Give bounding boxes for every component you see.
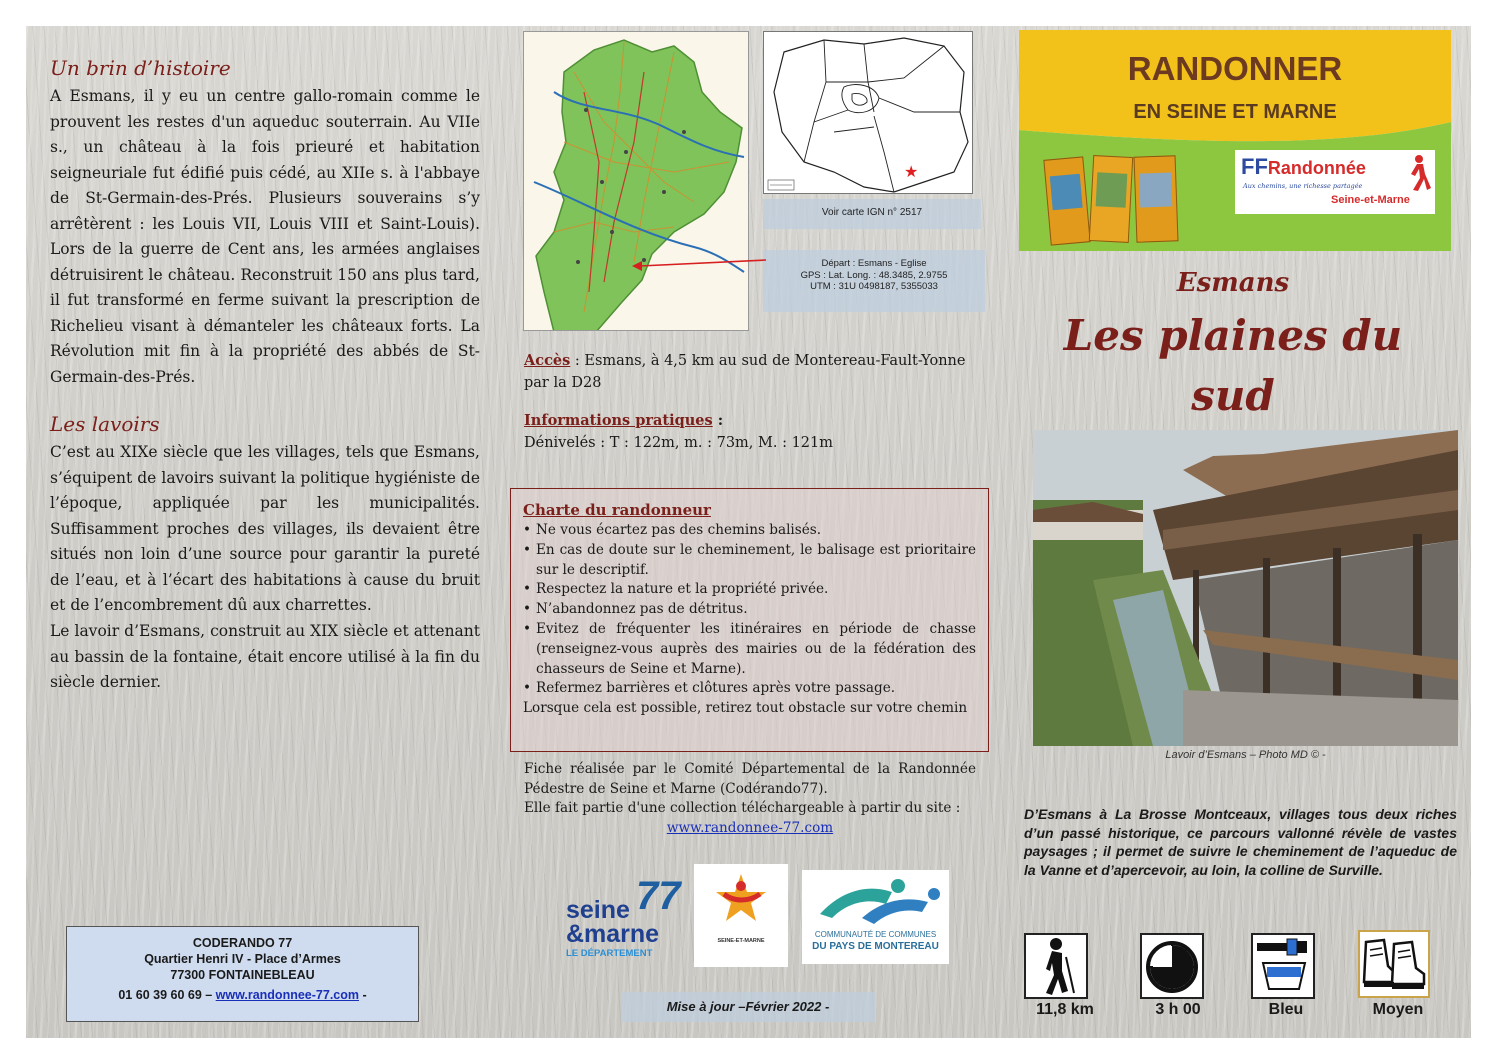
photo-caption: Lavoir d’Esmans – Photo MD © - (1165, 749, 1326, 761)
hiking-boots-icon (1358, 930, 1430, 998)
location-arrow (628, 254, 768, 276)
contact-website-link[interactable]: www.randonnee-77.com (215, 988, 359, 1002)
region-map (763, 31, 973, 194)
contact-box (66, 926, 419, 1022)
banner-subtitle: EN SEINE ET MARNE (1133, 101, 1337, 123)
credits-text: Fiche réalisée par le Comité Départemental de la Randonnée Pédestre de Seine et Marne (Codérando77). (524, 761, 976, 797)
contact-suffix: - (359, 988, 367, 1002)
lavoir-photo (1033, 430, 1458, 746)
lavoir-esmans-text: Le lavoir d’Esmans, construit au XIX siècle et attenant au bassin de la fontaine, était encore utilisé à la fin du siècle dernier. (50, 622, 480, 691)
charter-item: • Evitez de fréquenter les itinéraires en période de chasse (renseignez-vous auprès des mairies ou de la fédération des chasseurs de Seine et Marne). (523, 620, 976, 679)
guidebook-image (1134, 155, 1179, 242)
practical-info (524, 410, 976, 454)
charter-item: • Refermez barrières et clôtures après votre passage. (523, 679, 976, 699)
hiker-icon (1024, 933, 1088, 999)
website-link[interactable]: www.randonnee-77.com (666, 819, 834, 836)
lavoirs-text: C’est au XIXe siècle que les villages, tels que Esmans, s’équipent de lavoirs suivant la politique hygiéniste de l’époque, appliquée par les municipalités. Suffisamment proches des villages, ils devaient être situés non loin d’une source pour garantir la pureté de l’eau, et à l’écart des habitations à cause du bruit et de l’encombrement dû aux charrettes. (50, 443, 480, 614)
contact-phone: 01 60 39 60 69 – (118, 988, 216, 1002)
access-label: Accès (524, 352, 571, 369)
download-text: Elle fait partie d'une collection téléchargeable à partir du site : (524, 800, 961, 816)
elevation-text: Dénivelés : T : 122m, m. : 73m, M. : 121m (524, 435, 834, 451)
duration-value: 3 h 00 (1155, 1001, 1201, 1018)
logo-seine-text: seine (566, 896, 630, 924)
guidebook-image (1043, 156, 1090, 245)
start-point-box (763, 250, 985, 312)
ccpm-logo (802, 870, 949, 964)
contact-address1: Quartier Henri IV - Place d’Armes (144, 952, 341, 966)
logo-departement-text: LE DÉPARTEMENT (566, 948, 653, 959)
ffr-tagline: Aux chemins, une richesse partagée (1243, 182, 1363, 190)
paint-brush-icon (1251, 933, 1315, 999)
charter-item: • N’abandonnez pas de détritus. (523, 600, 976, 620)
lavoirs-title: Les lavoirs (50, 412, 160, 436)
walk-title: Les plaines du sud (1063, 311, 1403, 420)
contact-name: CODERANDO 77 (192, 936, 293, 950)
department-map (523, 31, 749, 331)
ffrandonnee-logo (1235, 150, 1435, 214)
practical-label: Informations pratiques (524, 412, 713, 429)
history-title: Un brin d’histoire (50, 56, 231, 80)
utm-coordinates: UTM : 31U 0498187, 5355033 (810, 281, 938, 292)
ffr-walker-icon (1405, 154, 1431, 192)
clock-icon (1140, 933, 1204, 999)
charter-item: • Ne vous écartez pas des chemins balisés. (523, 521, 976, 541)
ign-map-note: Voir carte IGN n° 2517 (763, 199, 981, 229)
difficulty-value: Moyen (1372, 1001, 1424, 1018)
ffr-ff: FF (1241, 154, 1268, 179)
marking-color-value: Bleu (1268, 1001, 1304, 1018)
village-name: Esmans (1176, 268, 1290, 298)
charter-title: Charte du randonneur (523, 501, 711, 519)
cdrp-logo-text: SEINE-ET-MARNE (717, 938, 765, 944)
guidebook-image (1089, 155, 1133, 243)
ffr-wordmark (1241, 154, 1366, 180)
ccpm-line1: COMMUNAUTÉ DE COMMUNES (814, 930, 937, 939)
walk-description: D’Esmans à La Brosse Montceaux, villages tous deux riches d’un passé historique, ce parcours vallonné révèle de vastes paysages ; il permet de suivre le cheminement de l’aqueduc de la Vanne et d’apercevoir, au loin, la colline de Surville. (1024, 806, 1457, 878)
charter-footer: Lorsque cela est possible, retirez tout obstacle sur votre chemin (523, 700, 968, 717)
access-text: : Esmans, à 4,5 km au sud de Montereau-Fault-Yonne par la D28 (524, 353, 966, 391)
svg-text:★: ★ (904, 162, 919, 181)
charter-item: • Respectez la nature et la propriété privée. (523, 580, 976, 600)
hiker-charter (510, 488, 989, 752)
contact-address2: 77300 FONTAINEBLEAU (170, 968, 315, 982)
distance-value: 11,8 km (1036, 1001, 1094, 1018)
charter-list (523, 521, 976, 699)
charter-item: • En cas de doute sur le cheminement, le balisage est prioritaire sur le descriptif. (523, 541, 976, 581)
logo-77-text: 77 (636, 874, 681, 918)
ffr-department: Seine-et-Marne (1331, 194, 1410, 206)
update-date: Mise à jour –Février 2022 - (621, 992, 875, 1022)
ffr-randonnee: Randonnée (1267, 158, 1366, 178)
practical-colon: : (712, 412, 724, 429)
logo-marne-text: &marne (566, 920, 660, 948)
credits (524, 760, 976, 838)
start-point: Départ : Esmans - Eglise (821, 258, 927, 269)
contact-line (67, 987, 418, 1003)
banner-title: RANDONNER (1127, 50, 1343, 87)
gps-coordinates: GPS : Lat. Long. : 48.3485, 2.9755 (800, 269, 948, 281)
banner (1019, 30, 1451, 251)
seine-et-marne-logo (560, 876, 685, 966)
ccpm-line2: DU PAYS DE MONTEREAU (812, 941, 939, 952)
cdrp-logo (694, 864, 788, 967)
access-info (524, 350, 976, 394)
history-text: A Esmans, il y eu un centre gallo-romain comme le prouvent les restes d'un aqueduc souterrain. Au VIIe s., un château à la fois prieuré et habitation seigneuriale fut édifié puis cédé, au XIIe s. à l'abbaye de St-Germain-des-Prés. Plusieurs souverains s’y arrêtèrent : les Louis VII, Louis VIII et Saint-Louis). Lors de la guerre de Cent ans, les armées anglaises détruisirent le château. Reconstruit 150 ans plus tard, il fut transformé en ferme suivant la prescription de Richelieu visant à démanteler les châteaux forts. La Révolution mit fin à la propriété des abbés de St-Germain-des-Prés. (50, 87, 480, 386)
